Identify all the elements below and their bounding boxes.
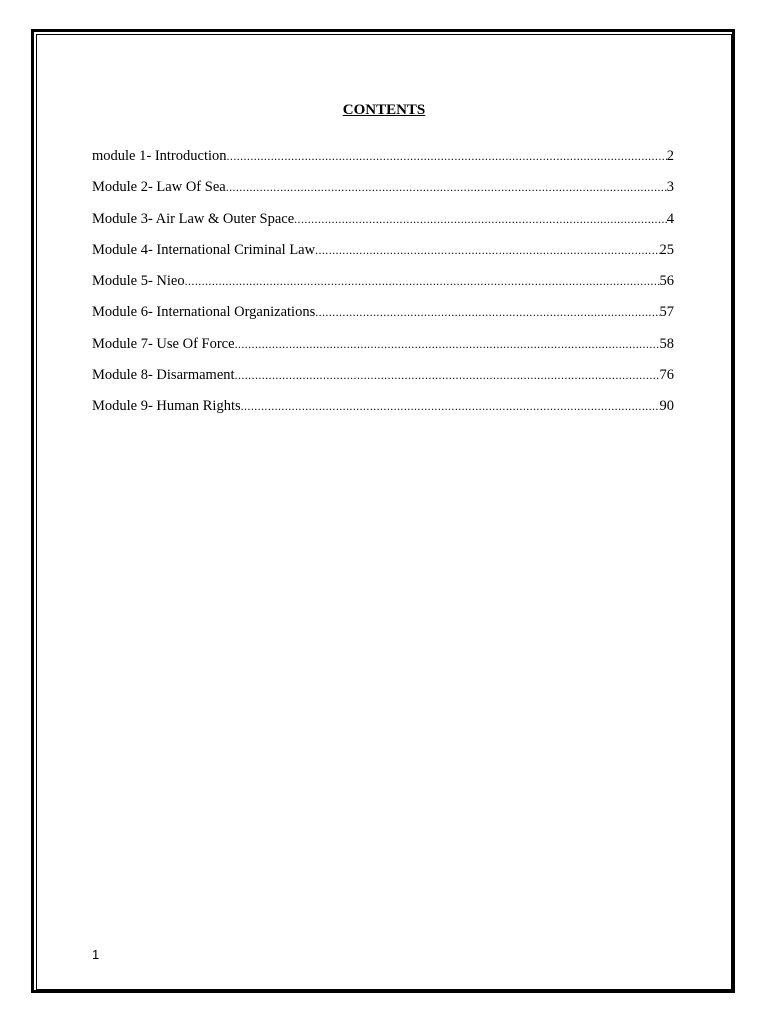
toc-entry-page: 2 [666,148,674,164]
toc-dot-leader [185,271,660,291]
toc-entry-label: Module 9- Human Rights [92,398,241,415]
toc-entry-label: Module 2- Law Of Sea [92,179,226,196]
toc-dot-leader [294,209,667,229]
toc-entry-module-9[interactable] [92,396,674,427]
table-of-contents [92,146,674,428]
toc-entry-label: Module 7- Use Of Force [92,335,235,352]
toc-entry-module-5[interactable] [92,271,674,302]
toc-entry-label: Module 8- Disarmament [92,367,235,384]
toc-dot-leader [235,365,660,385]
toc-dot-leader [227,146,667,166]
toc-entry-module-7[interactable] [92,334,674,365]
toc-entry-page: 57 [659,304,674,321]
page-title: CONTENTS [342,102,426,118]
toc-entry-label: Module 6- International Organizations [92,304,316,321]
toc-entry-page: 56 [659,273,674,290]
toc-entry-label: Module 4- International Criminal Law [92,241,316,258]
toc-entry-label: Module 3- Air Law & Outer Space [92,210,295,227]
toc-entry-page: 3 [666,179,674,196]
toc-entry-module-3[interactable] [92,209,674,240]
toc-entry-page: 58 [659,335,674,352]
toc-entry-module-8[interactable] [92,365,674,396]
toc-entry-module-2[interactable] [92,177,674,208]
toc-entry-module-4[interactable] [92,240,674,271]
toc-dot-leader [226,177,667,197]
toc-entry-label: Module 5- Nieo [92,273,185,290]
toc-entry-page: 90 [659,398,674,415]
toc-dot-leader [315,240,659,260]
toc-entry-module-6[interactable] [92,302,674,333]
toc-entry-page: 76 [659,367,674,384]
toc-entry-module-1[interactable] [92,146,674,177]
toc-entry-page: 25 [659,241,674,258]
toc-dot-leader [241,396,660,416]
toc-entry-page: 4 [666,210,674,227]
page-number: 1 [92,947,100,962]
toc-entry-label: module 1- Introduction [92,148,227,164]
toc-dot-leader [315,302,659,322]
toc-dot-leader [235,334,660,354]
